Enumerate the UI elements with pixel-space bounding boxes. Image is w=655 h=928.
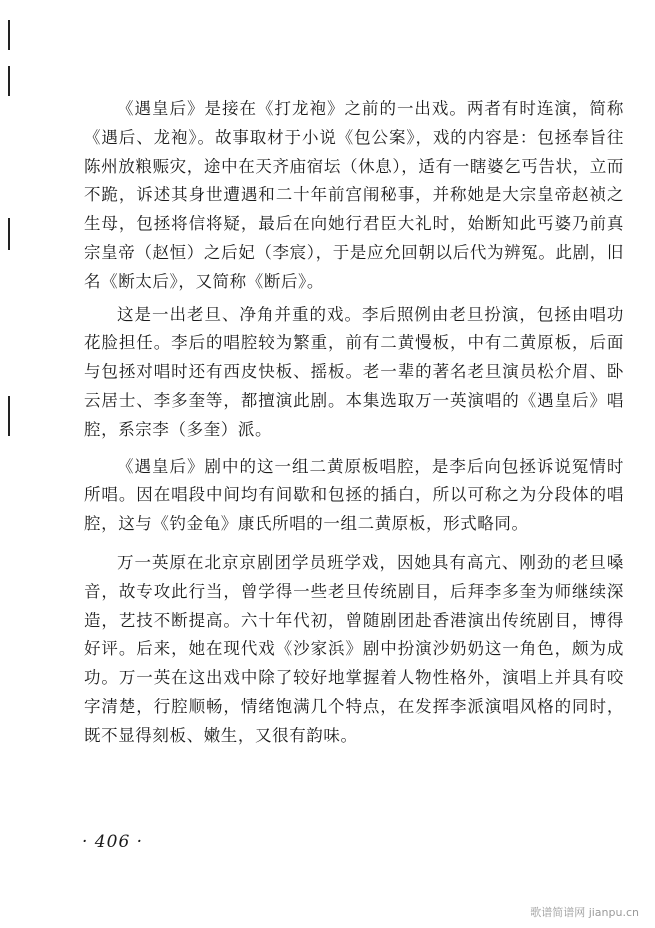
binding-edge-mark (8, 396, 10, 436)
binding-edge-mark (8, 20, 10, 50)
binding-edge-mark (8, 218, 10, 250)
binding-edge-mark (8, 66, 10, 96)
page-body (84, 95, 624, 755)
paragraph-roles: 这是一出老旦、净角并重的戏。李后照例由老旦扮演，包拯由唱功花脸担任。李后的唱腔较为繁重，前有二黄慢板，中有二黄原板，后面与包拯对唱时还有西皮快板、摇板。老一辈的著名老旦演员松介眉、卧云居士、李多奎等，都擅演此剧。本集选取万一英演唱的《遇皇后》唱腔，系宗李（多奎）派。 (84, 304, 624, 439)
paragraph-aria: 《遇皇后》剧中的这一组二黄原板唱腔，是李后向包拯诉说冤情时所唱。因在唱段中间均有间歇和包拯的插白，所以可称之为分段体的唱腔，这与《钓金龟》康氏所唱的一组二黄原板，形式略同。 (84, 456, 624, 534)
watermark: 歌谱简谱网 jianpu.cn (530, 906, 639, 919)
page-number: · 406 · (82, 832, 144, 852)
paragraph-intro: 《遇皇后》是接在《打龙袍》之前的一出戏。两者有时连演，简称《遇后、龙袍》。故事取材于小说《包公案》，戏的内容是：包拯奉旨往陈州放粮赈灾，途中在天齐庙宿坛（休息），适有一瞎婆乞丐告状，立而不跪，诉述其身世遭遇和二十年前宫闱秘事，并称她是大宗皇帝赵祯之生母，包拯将信将疑，最后在向她行君臣大礼时，始断知此丐婆乃前真宗皇帝（赵恒）之后妃（李宸），于是应允回朝以后代为辨冤。此剧，旧名《断太后》，又简称《断后》。 (84, 99, 624, 291)
paragraph-performer: 万一英原在北京京剧团学员班学戏，因她具有高亢、刚劲的老旦嗓音，故专攻此行当，曾学得一些老旦传统剧目，后拜李多奎为师继续深造，艺技不断提高。六十年代初，曾随剧团赴香港演出传统剧目，博得好评。后来，她在现代戏《沙家浜》剧中扮演沙奶奶这一角色，颇为成功。万一英在这出戏中除了较好地掌握着人物性格外，演唱上并具有咬字清楚，行腔顺畅，情绪饱满几个特点，在发挥李派演唱风格的同时，既不显得刻板、嫩生，又很有韵味。 (84, 552, 624, 745)
